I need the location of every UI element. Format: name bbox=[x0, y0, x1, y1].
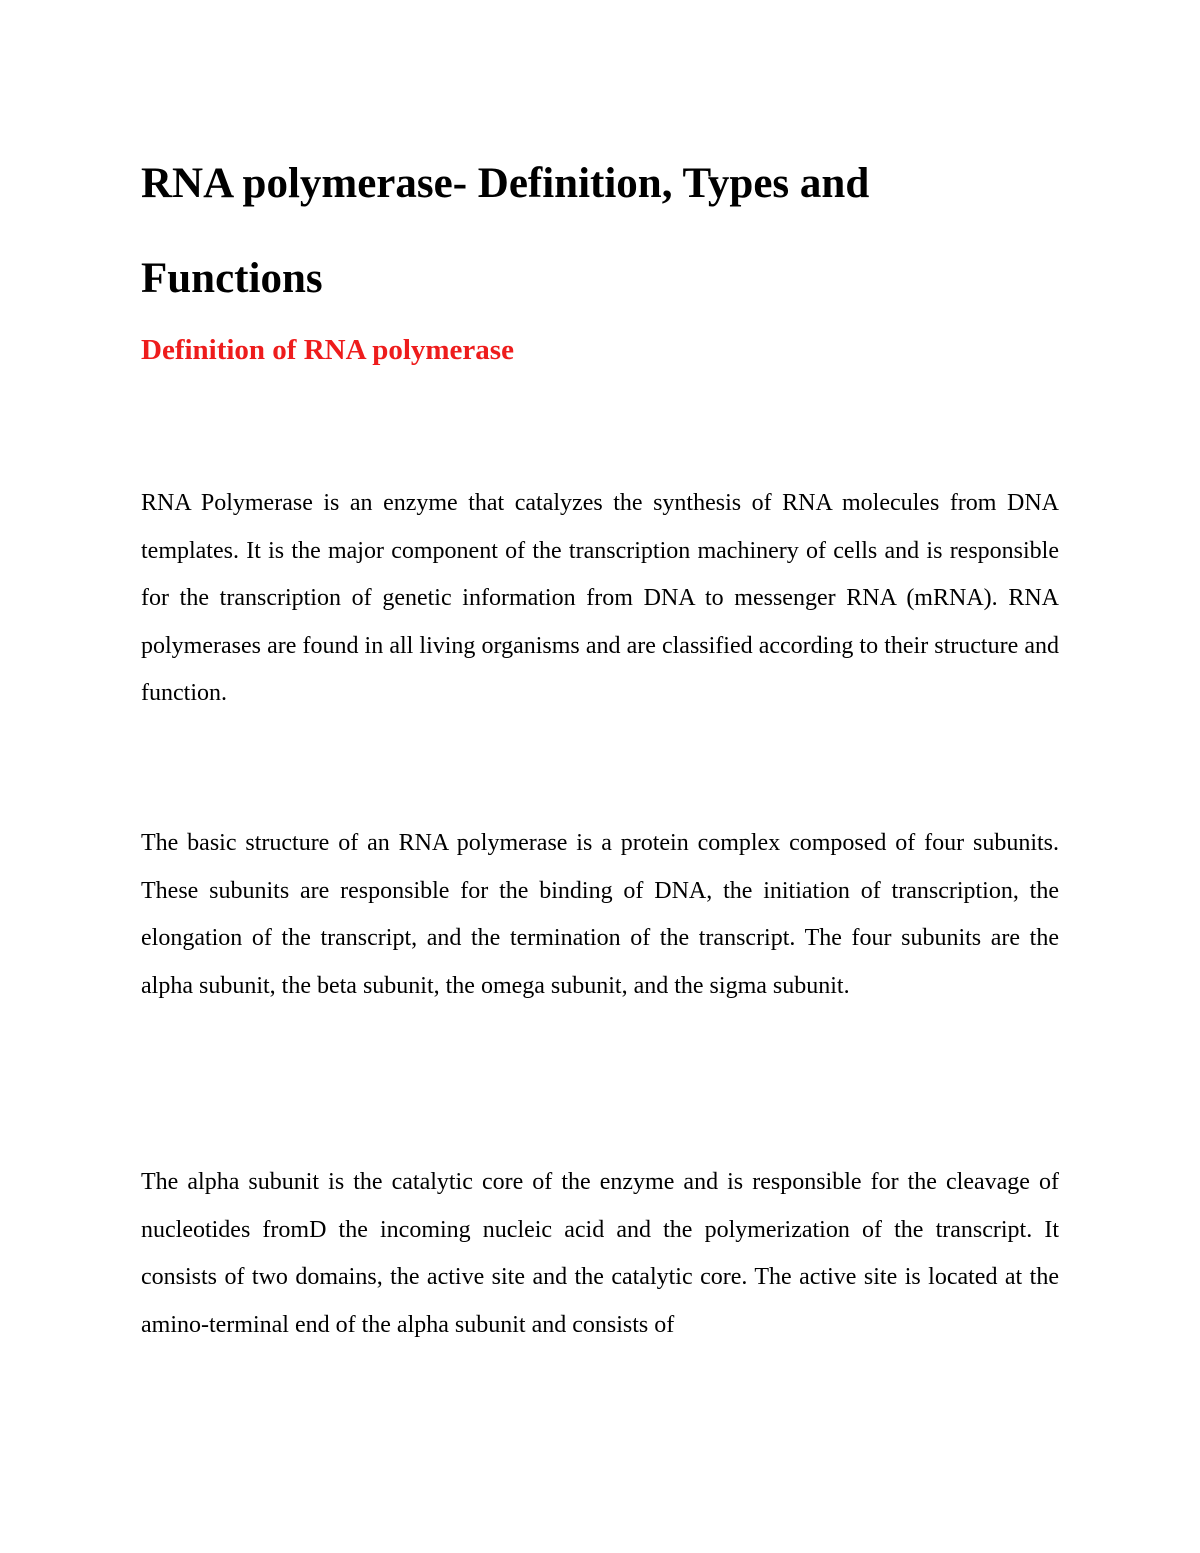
paragraph-alpha-subunit: The alpha subunit is the catalytic core of the enzyme and is responsible for the cleavage of nucleotides fromD the incoming nucleic acid and the polymerization of the transcript. It consists of two domains, the active site and the catalytic core. The active site is located at the amino-terminal end of the alpha subunit and consists of bbox=[141, 1169, 1059, 1338]
document-page bbox=[141, 0, 1059, 1553]
paragraph-definition: RNA Polymerase is an enzyme that catalyzes the synthesis of RNA molecules from DNA templates. It is the major component of the transcription machinery of cells and is responsible for the transcription of genetic information from DNA to messenger RNA (mRNA). RNA polymerases are found in all living organisms and are classified according to their structure and function. bbox=[141, 490, 1059, 706]
section-heading: Definition of RNA polymerase bbox=[141, 334, 514, 366]
paragraph-structure: The basic structure of an RNA polymerase is a protein complex composed of four subunits. These subunits are responsible for the binding of DNA, the initiation of transcription, the elongation of the transcript, and the termination of the transcript. The four subunits are the alpha subunit, the beta subunit, the omega subunit, and the sigma subunit. bbox=[141, 830, 1059, 999]
document-title: RNA polymerase- Definition, Types and Functions bbox=[141, 160, 870, 302]
